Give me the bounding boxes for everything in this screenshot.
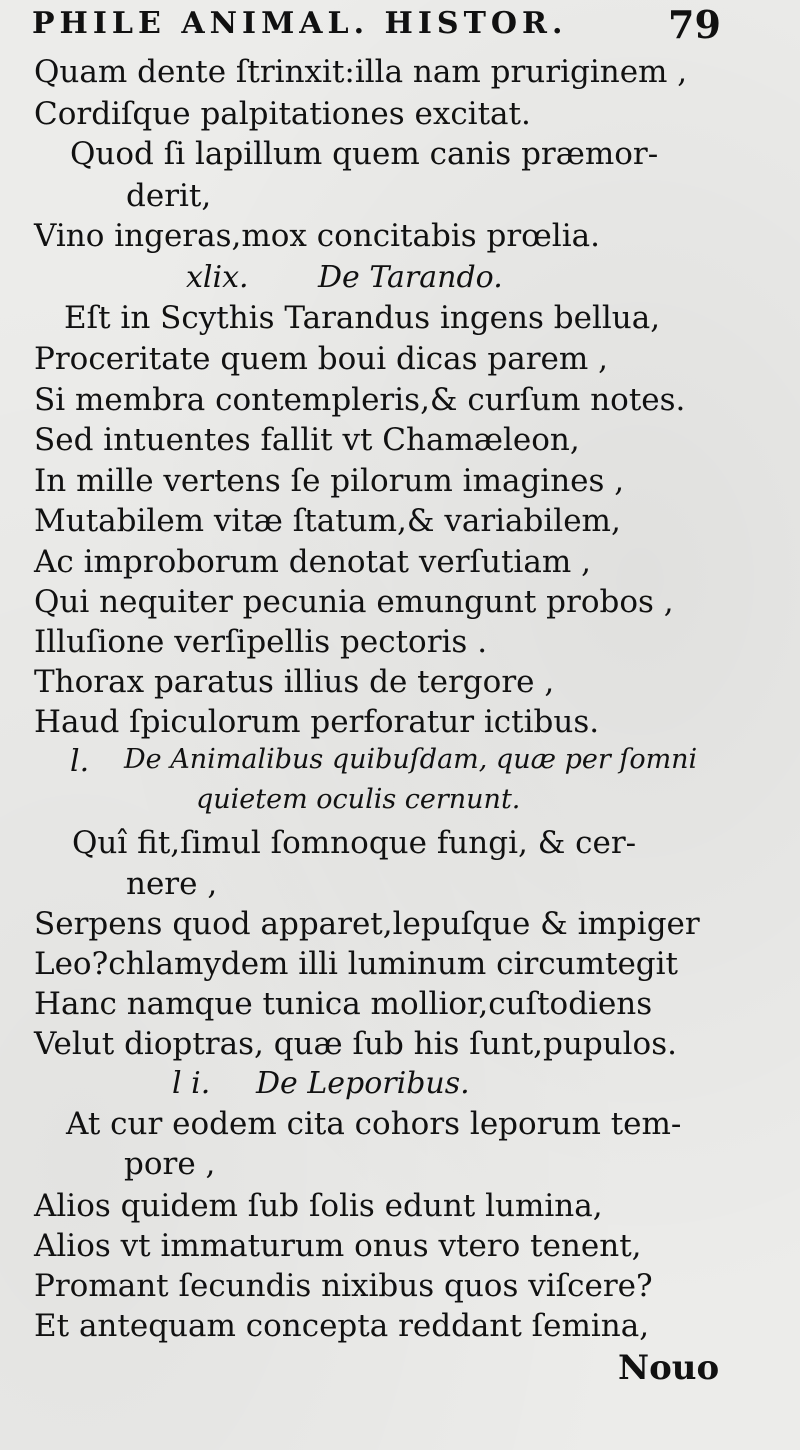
section-number: l.	[70, 744, 90, 779]
verse-line: Leo?chlamydem illi luminum circumtegit	[34, 946, 679, 982]
verse-line: Thorax paratus illius de tergore ,	[34, 664, 555, 700]
page-number: 79	[668, 2, 721, 47]
verse-line: Velut dioptras, quæ ſub his ſunt,pupulos.	[34, 1026, 677, 1062]
verse-line: Mutabilem vitæ ſtatum,& variabilem,	[34, 503, 621, 539]
verse-line: Illuſione verſipellis pectoris .	[34, 624, 488, 660]
verse-line: derit,	[126, 178, 212, 214]
verse-line: Cordiſque palpitationes excitat.	[34, 96, 531, 132]
verse-line: Alios vt immaturum onus vtero tenent,	[34, 1228, 642, 1264]
running-title: PHILE ANIMAL. HISTOR.	[32, 6, 568, 41]
verse-line: Quod ſi lapillum quem canis præmor-	[70, 136, 659, 172]
verse-line: Si membra contempleris,& curſum notes.	[34, 382, 686, 418]
verse-line: Proceritate quem boui dicas parem ,	[34, 341, 608, 377]
verse-line: Quî fit,ſimul ſomnoque fungi, & cer-	[72, 825, 637, 861]
verse-line: At cur eodem cita cohors leporum tem-	[66, 1106, 682, 1142]
section-heading-cont: quietem oculis cernunt.	[196, 784, 521, 815]
verse-line: pore ,	[124, 1146, 216, 1182]
section-number: xlix.	[186, 260, 249, 295]
verse-line: Haud ſpiculorum perforatur ictibus.	[34, 704, 600, 740]
verse-line: Hanc namque tunica mollior,cuſtodiens	[34, 986, 653, 1022]
verse-line: Et antequam concepta reddant ſemina,	[34, 1308, 650, 1344]
verse-line: In mille vertens ſe pilorum imagines ,	[34, 463, 625, 499]
section-heading: De Animalibus quibuſdam, quæ per ſomni	[124, 744, 698, 775]
verse-line: Qui nequiter pecunia emungunt probos ,	[34, 584, 674, 620]
verse-line: Alios quidem ſub ſolis edunt lumina,	[34, 1188, 603, 1224]
section-number: l i.	[172, 1066, 211, 1101]
verse-line: Serpens quod apparet,lepuſque & impiger	[34, 906, 700, 942]
verse-line: Quam dente ſtrinxit:illa nam pruriginem ,	[34, 54, 688, 90]
verse-line: Promant ſecundis nixibus quos viſcere?	[34, 1268, 653, 1304]
verse-line: nere ,	[126, 866, 218, 902]
verse-line: Sed intuentes fallit vt Chamæleon,	[34, 422, 580, 458]
verse-line: Ac improborum denotat verſutiam ,	[34, 544, 591, 580]
section-heading: De Tarando.	[318, 260, 503, 295]
verse-line: Vino ingeras,mox concitabis prœlia.	[34, 218, 600, 254]
verse-line: Eſt in Scythis Tarandus ingens bellua,	[64, 300, 661, 336]
catchword: Nouo	[618, 1348, 720, 1388]
section-heading: De Leporibus.	[256, 1066, 470, 1101]
